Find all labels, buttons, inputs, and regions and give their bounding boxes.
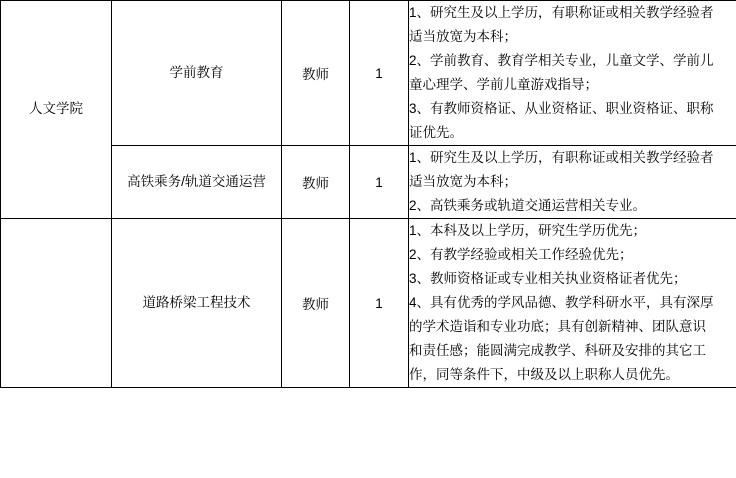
requirement-line: 4、具有优秀的学风品德、教学科研水平，具有深厚 [409, 295, 714, 311]
major-label: 高铁乘务/轨道交通运营 [127, 174, 266, 190]
cell-count [350, 219, 409, 388]
cell-major [112, 1, 282, 146]
requirement-line: 2、高铁乘务或轨道交通运营相关专业。 [409, 198, 647, 214]
requirement-line: 1、本科及以上学历，研究生学历优先； [409, 223, 647, 239]
count-label: 1 [375, 174, 383, 190]
cell-post [282, 146, 350, 219]
cell-major [112, 146, 282, 219]
requirement-line: 适当放宽为本科； [409, 174, 517, 190]
cell-count [350, 146, 409, 219]
table-row [1, 219, 736, 388]
cell-major [112, 219, 282, 388]
major-label: 道路桥梁工程技术 [142, 295, 251, 311]
cell-post [282, 219, 350, 388]
requirement-line: 和责任感；能圆满完成教学、科研及安排的其它工 [409, 343, 706, 359]
table-row [1, 146, 736, 219]
requirement-line: 2、学前教育、教育学相关专业，儿童文学、学前儿 [409, 53, 714, 69]
requirement-line: 1、研究生及以上学历，有职称证或相关教学经验者 [409, 5, 714, 20]
requirement-line: 童心理学、学前儿童游戏指导； [409, 77, 598, 93]
cell-post [282, 1, 350, 146]
requirement-line: 作，同等条件下，中级及以上职称人员优先。 [409, 367, 679, 383]
requirement-line: 1、研究生及以上学历，有职称证或相关教学经验者 [409, 150, 714, 166]
count-label: 1 [375, 295, 383, 311]
cell-requirements [409, 219, 736, 388]
requirement-line: 3、教师资格证或专业相关执业资格证者优先； [409, 271, 687, 287]
cell-department [1, 1, 112, 219]
major-label: 学前教育 [169, 65, 224, 81]
cell-department [1, 219, 112, 388]
table-body [1, 1, 736, 388]
table-row [1, 1, 736, 146]
requirement-line: 3、有教师资格证、从业资格证、职业资格证、职称 [409, 101, 714, 117]
post-label: 教师 [302, 67, 329, 83]
cell-count [350, 1, 409, 146]
post-label: 教师 [302, 297, 329, 313]
cell-requirements [409, 1, 736, 146]
department-label: 人文学院 [29, 101, 83, 117]
post-label: 教师 [302, 176, 329, 192]
cell-requirements [409, 146, 736, 219]
requirement-line: 证优先。 [409, 125, 463, 141]
requirement-line: 的学术造诣和专业功底；具有创新精神、团队意识 [409, 319, 706, 335]
requirement-line: 2、有教学经验或相关工作经验优先； [409, 247, 633, 263]
requirement-line: 适当放宽为本科； [409, 29, 517, 45]
count-label: 1 [375, 65, 383, 81]
